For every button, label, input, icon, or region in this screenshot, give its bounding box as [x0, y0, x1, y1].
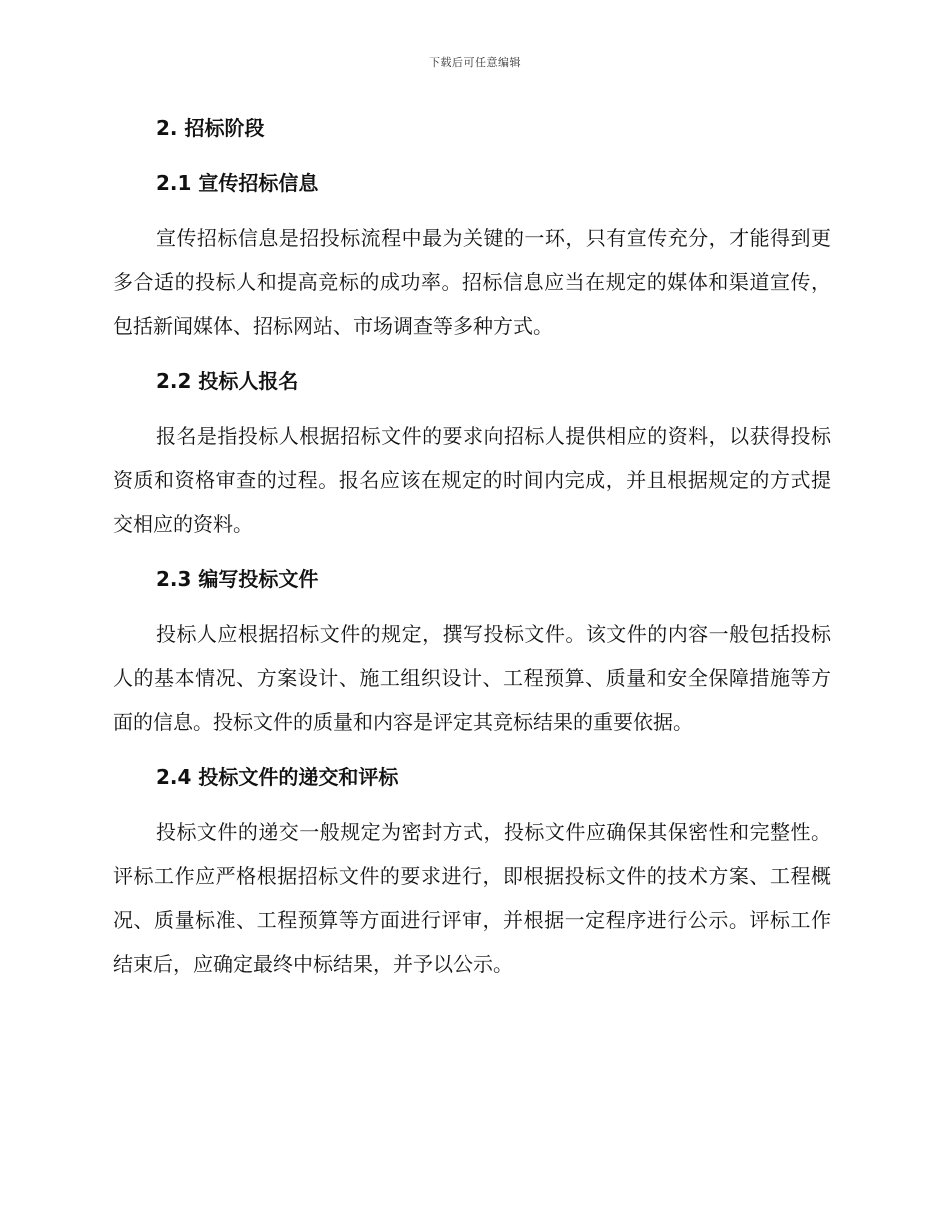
subsection-heading: 2.1 宣传招标信息	[156, 171, 319, 195]
subsection-heading: 2.3 编写投标文件	[156, 567, 319, 591]
subsection-heading: 2.4 投标文件的递交和评标	[156, 765, 399, 789]
page-header-note: 下载后可任意编辑	[429, 56, 521, 69]
document-body	[113, 106, 831, 997]
subsection-heading: 2.2 投标人报名	[156, 369, 299, 393]
subsection-paragraph: 宣传招标信息是招投标流程中最为关键的一环，只有宣传充分，才能得到更多合适的投标人和提高竞标的成功率。招标信息应当在规定的媒体和渠道宣传，包括新闻媒体、招标网站、市场调查等多种方式。	[113, 226, 831, 338]
subsection-paragraph: 报名是指投标人根据招标文件的要求向招标人提供相应的资料，以获得投标资质和资格审查的过程。报名应该在规定的时间内完成，并且根据规定的方式提交相应的资料。	[113, 424, 831, 536]
section-title: 2. 招标阶段	[156, 116, 265, 140]
subsection-paragraph: 投标人应根据招标文件的规定，撰写投标文件。该文件的内容一般包括投标人的基本情况、方案设计、施工组织设计、工程预算、质量和安全保障措施等方面的信息。投标文件的质量和内容是评定其竞标结果的重要依据。	[113, 622, 831, 734]
subsection-paragraph: 投标文件的递交一般规定为密封方式，投标文件应确保其保密性和完整性。评标工作应严格根据招标文件的要求进行，即根据投标文件的技术方案、工程概况、质量标准、工程预算等方面进行评审，并根据一定程序进行公示。评标工作结束后，应确定最终中标结果，并予以公示。	[113, 820, 831, 976]
